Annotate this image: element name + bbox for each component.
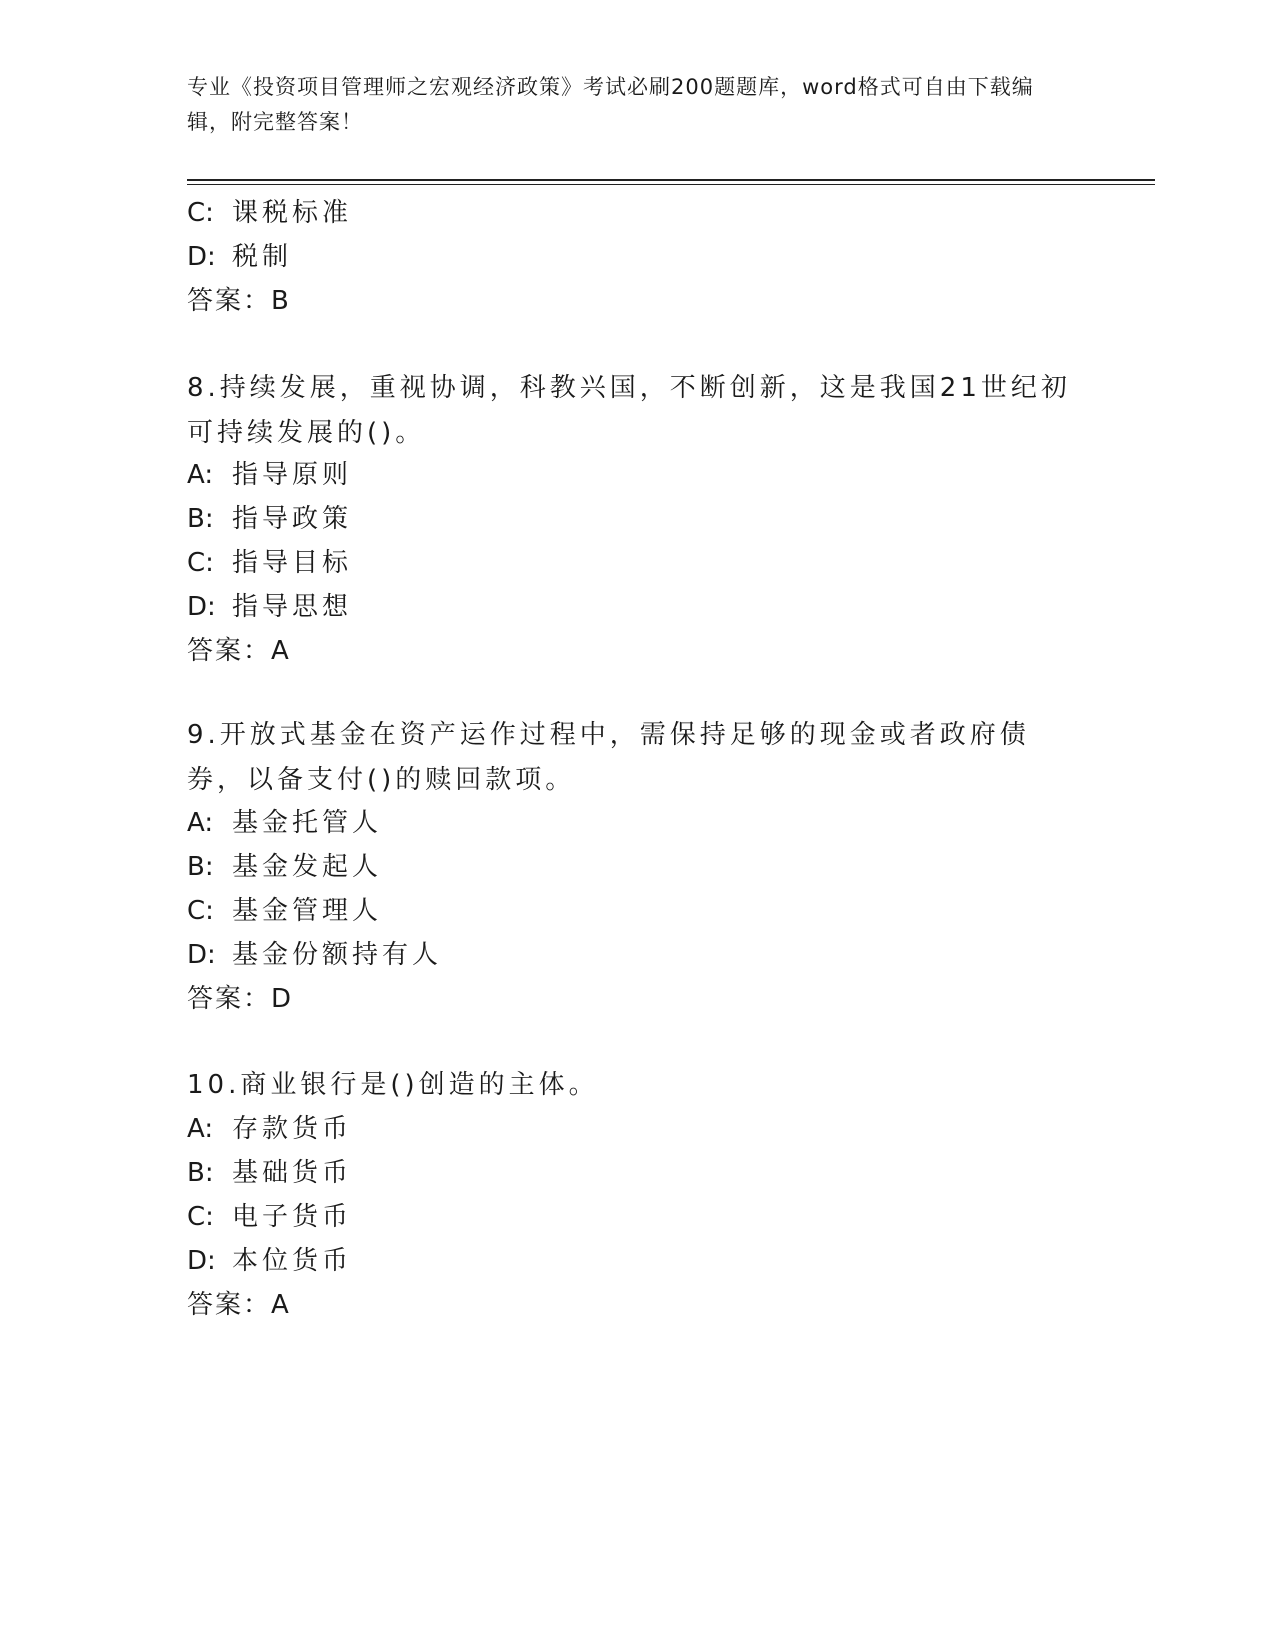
option-d [187, 237, 292, 277]
option-text: 电子货币 [232, 1202, 353, 1232]
option-text: 指导政策 [232, 504, 353, 534]
option-text: 存款货币 [232, 1114, 353, 1144]
option-letter: C: [187, 198, 214, 228]
option-text: 基金管理人 [232, 896, 383, 926]
option-text: 课税标准 [232, 198, 353, 228]
option-d [187, 1241, 352, 1281]
option-a [187, 455, 352, 495]
option-text: 指导目标 [232, 548, 353, 578]
option-a [187, 803, 382, 843]
option-b [187, 499, 352, 539]
answer-line: 答案：D [187, 984, 294, 1014]
option-d [187, 587, 352, 627]
option-c [187, 543, 352, 583]
option-letter: D: [187, 940, 216, 970]
question-stem: 8.持续发展，重视协调，科教兴国，不断创新，这是我国21世纪初可持续发展的()。 [187, 373, 1071, 448]
option-letter: A: [187, 808, 214, 838]
option-c [187, 1197, 352, 1237]
question-stem: 9.开放式基金在资产运作过程中，需保持足够的现金或者政府债券，以备支付()的赎回款项。 [187, 720, 1030, 795]
option-text: 指导思想 [232, 592, 353, 622]
option-letter: C: [187, 1202, 214, 1232]
option-a [187, 1109, 352, 1149]
option-c [187, 193, 352, 233]
option-letter: B: [187, 1158, 214, 1188]
option-letter: B: [187, 852, 214, 882]
option-b [187, 847, 382, 887]
answer-line: 答案：B [187, 286, 291, 316]
option-text: 本位货币 [232, 1246, 353, 1276]
option-letter: C: [187, 548, 214, 578]
header-divider-thick [187, 179, 1155, 181]
option-letter: D: [187, 592, 216, 622]
header-divider-thin [187, 184, 1155, 185]
option-text: 基础货币 [232, 1158, 353, 1188]
option-text: 指导原则 [232, 460, 353, 490]
option-b [187, 1153, 352, 1193]
option-text: 基金托管人 [232, 808, 383, 838]
option-text: 基金发起人 [232, 852, 383, 882]
option-text: 基金份额持有人 [232, 940, 443, 970]
option-letter: C: [187, 896, 214, 926]
header-note: 专业《投资项目管理师之宏观经济政策》考试必刷200题题库，word格式可自由下载编辑，附完整答案！ [187, 75, 1034, 134]
answer-line: 答案：A [187, 636, 291, 666]
question-stem: 10.商业银行是()创造的主体。 [187, 1070, 599, 1100]
option-letter: A: [187, 460, 214, 490]
option-letter: A: [187, 1114, 214, 1144]
option-d [187, 935, 442, 975]
option-letter: D: [187, 1246, 216, 1276]
option-c [187, 891, 382, 931]
option-text: 税制 [232, 242, 293, 272]
option-letter: D: [187, 242, 216, 272]
answer-line: 答案：A [187, 1290, 291, 1320]
option-letter: B: [187, 504, 214, 534]
